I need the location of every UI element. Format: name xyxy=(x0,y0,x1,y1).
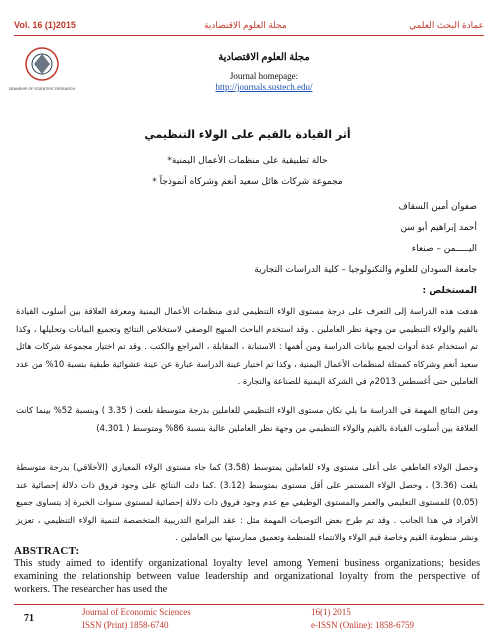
running-header xyxy=(14,19,484,36)
abstract-en-heading: ABSTRACT: xyxy=(14,545,80,557)
abstract-ar-paragraph-3: وحصل الولاء العاطفي على أعلى مستوى ولاء للعاملين بمتوسط (3.58) كما جاء مستوى الولاء المعياري (الأخلاقي) بدرجة متوسطة بلغت (3.36) ، وحصل الولاء المستمر على أقل مستوى بمتوسط (3.12) .كما دلت النتائج على وجود فروق ذات دلالة إحصائية عند (0.05) للمستوى التعليمي والعمر والمستوى الوظيفي مع عدم وجود فروق ذات دلالة إحصائية لمستوى سنوات الخبرة إذ يتساوى جميع الأفراد في هذا الجانب . وقد تم طرح بعض التوصيات المهمة مثل : عقد البرامج التدريبية المتخصصة لتنمية الولاء التنظيمي ، تعزيز ونشر منظومة القيم وخاصة قيم الولاء والانتماء للمنظمة وتعميق ممارستها بين العاملين . xyxy=(16,462,478,543)
university-logo-icon xyxy=(8,44,76,94)
header-journal-name: مجلة العلوم الاقتصادية xyxy=(204,20,287,30)
abstract-ar-heading: المستخلص : xyxy=(422,286,477,296)
journal-name-ar: مجلة العلوم الاقتصادية xyxy=(218,52,310,63)
abstract-en-text: This study aimed to identify organizational loyalty level among Yemeni business organizations; besides examining the relationship between value leadership and organizational loyalty from the perspective of workers. The researcher has used the xyxy=(14,558,480,595)
header-volume: Vol. 16 (1)2015 xyxy=(14,20,76,30)
author-1: صفوان أمين السقاف xyxy=(398,202,477,212)
footer-journal: Journal of Economic Sciences xyxy=(82,607,191,617)
page-number: 71 xyxy=(24,613,34,624)
journal-info xyxy=(192,52,336,93)
footer-issn-print: ISSN (Print) 1858-6740 xyxy=(82,620,169,630)
author-location: اليـــــمن – صنعاء xyxy=(411,244,477,254)
homepage-label: Journal homepage: xyxy=(229,71,299,81)
header-deanship: عمادة البحث العلمي xyxy=(409,20,484,30)
page-footer xyxy=(14,604,484,635)
article-subtitle-2: مجموعة شركات هائل سعيد أنعم وشركاه أنموذجاً * xyxy=(152,177,343,187)
footer-issn-online: e-ISSN (Online): 1858-6759 xyxy=(311,620,414,630)
article-subtitle-1: حالة تطبيقية على منظمات الأعمال اليمنية* xyxy=(167,156,328,166)
abstract-ar-paragraph-2: ومن النتائج المهمة في الدراسة ما يلي نكان مستوى الولاء التنظيمي للعاملين بدرجة متوسطة بلغت ( 3.35 ) وبنسبة 52% بينما كانت العلاقة بين أسلوب القيادة بالقيم والولاء التنظيمي من وجهة نظر العاملين عالية بنسبة 86% ومتوسط ( 4.301) xyxy=(16,405,479,433)
logo-caption: DEANSHIP OF SCIENTIFIC RESEARCH xyxy=(8,87,76,91)
article-title: أثر القيادة بالقيم على الولاء التنظيمي xyxy=(144,128,351,141)
homepage-link[interactable]: http://journals.sustech.edu/ xyxy=(215,82,313,92)
author-affiliation: جامعة السودان للعلوم والتكنولوجيا – كلية الدراسات التجارية xyxy=(254,265,477,275)
author-2: أحمد إبراهيم أبو سن xyxy=(400,223,477,233)
footer-issue: 16(1) 2015 xyxy=(311,607,351,617)
abstract-ar-paragraph-1: هدفت هذه الدراسة إلى التعرف على درجة مستوى الولاء التنظيمي لدى منظمات الأعمال اليمنية ومعرفة العلاقة بين أسلوب القيادة بالقيم والولاء التنظيمي من وجهة نظر العاملين . وقد استخدم الباحث المنهج الوصفي لاستخلاص النتائج وتجميع البيانات وتحليلها ، وكذا تم استخدام عدة أدوات لجمع بيانات الدراسة ومن أهمها : الاستبانة ، المقابلة ، المراجع والكتب . وقد تم اختيار مجموعة شركات هائل سعيد أنعم وشركاه كممثلة لمنظمات الأعمال اليمنية ، وكذا تم اختيار عينة الدراسة عبارة عن عينة عشوائية طبقية بنسبة 10% من عدد العاملين حتى أغسطس 2013م في الشركة اليمنية للصناعة والتجارة . xyxy=(16,306,478,387)
